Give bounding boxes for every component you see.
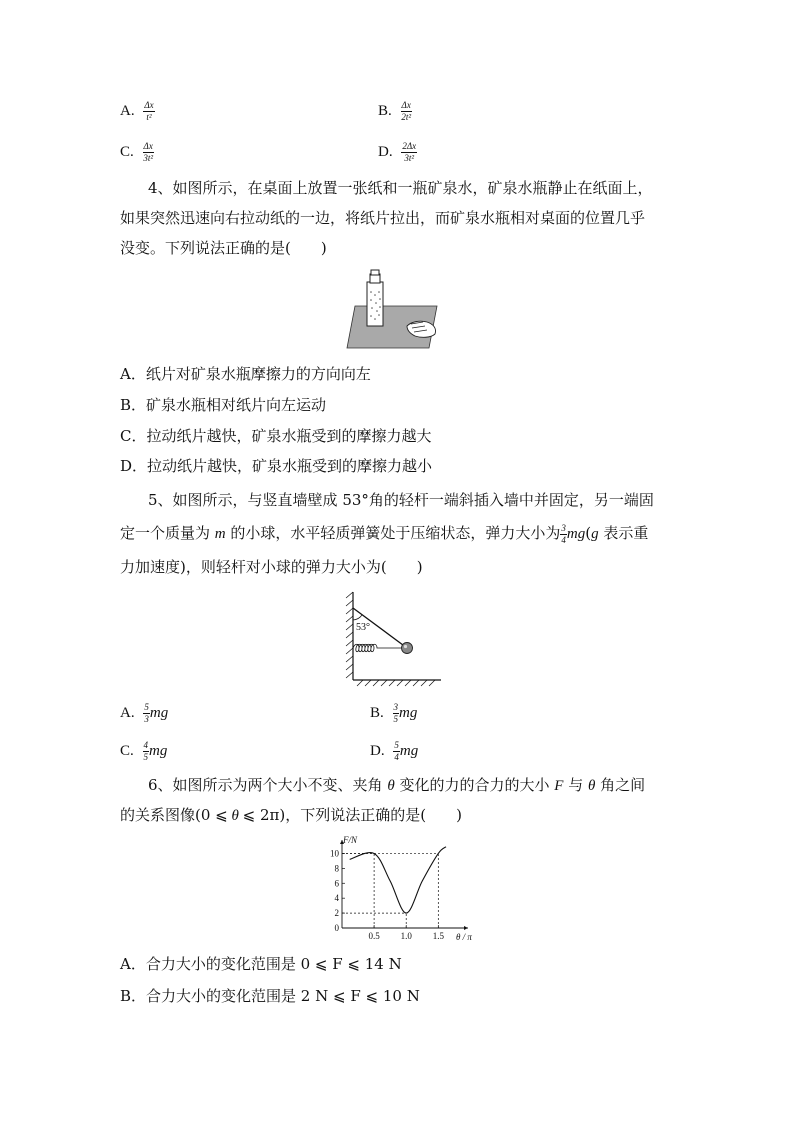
x-tick-label: 0.5 — [368, 931, 380, 941]
y-axis-label: F/N — [343, 836, 358, 845]
fraction: $\frac{3}{5}$ — [393, 701, 399, 724]
x-axis-label: θ / π — [456, 932, 472, 942]
x-axis-arrow — [464, 926, 468, 930]
x-tick-label: 1.0 — [400, 931, 412, 941]
fraction: $\frac{5}{4}$ — [394, 739, 399, 762]
q5-option-b: B. $\frac{3}{5}$ mg — [370, 701, 418, 724]
q5-stem-line1: 5、如图所示，与竖直墙壁成 53°角的轻杆一端斜插入墙中并固定，另一端固 — [148, 491, 654, 509]
fraction: $\frac{\Delta x}{\text{t²}}$ — [144, 99, 154, 122]
option-letter: A. — [120, 103, 135, 119]
q4-option-d: D．拉动纸片越快，矿泉水瓶受到的摩擦力越小 — [120, 457, 433, 475]
q4-option-b: B．矿泉水瓶相对纸片向左运动 — [120, 396, 327, 414]
q4-stem-line2: 如果突然迅速向右拉动纸的一边，将纸片拉出，而矿泉水瓶相对桌面的位置几乎 — [120, 209, 646, 227]
fraction: $\frac{\Delta x}{\text{3t²}}$ — [143, 140, 154, 163]
y-tick-label: 10 — [330, 848, 339, 859]
fraction: $\frac{2\Delta x}{\text{3t²}}$ — [402, 140, 417, 163]
y-tick-label: 8 — [334, 863, 339, 874]
y-tick-label: 4 — [334, 893, 339, 904]
ball — [402, 643, 413, 654]
fraction: $\frac{3}{4}$ — [561, 522, 566, 545]
q6-option-b: B．合力大小的变化范围是 2 N ⩽ F ⩽ 10 N — [120, 987, 420, 1005]
q3-option-d — [378, 141, 417, 163]
x-tick-label: 1.5 — [432, 931, 444, 941]
q5-option-c: C. $\frac{4}{5}$ mg — [120, 739, 168, 762]
q6-force-angle-chart — [322, 836, 477, 944]
option-letter: C. — [120, 144, 134, 160]
q6-option-a: A．合力大小的变化范围是 0 ⩽ F ⩽ 14 N — [120, 955, 402, 973]
y-tick-label: 6 — [334, 878, 339, 889]
q3-option-c — [120, 141, 154, 163]
q5-option-a: A. $\frac{5}{3}$ mg — [120, 701, 169, 724]
angle-label: 53° — [356, 622, 370, 633]
q5-stem-line3: 力加速度)，则轻杆对小球的弹力大小为( ) — [120, 558, 423, 576]
fraction: $\frac{4}{5}$ — [143, 739, 149, 762]
q6-stem-line1: 6、如图所示为两个大小不变、夹角 θ 变化的力的合力的大小 F 与 θ 角之间 — [148, 776, 646, 794]
option-letter: B. — [378, 103, 392, 119]
q4-stem-line1: 4、如图所示，在桌面上放置一张纸和一瓶矿泉水，矿泉水瓶静止在纸面上， — [148, 179, 653, 197]
q4-option-a: A．纸片对矿泉水瓶摩擦力的方向向左 — [120, 365, 371, 383]
q4-stem-line3: 没变。下列说法正确的是( ) — [120, 239, 327, 257]
y-tick-label: 0 — [334, 923, 339, 933]
wall-hatch — [346, 592, 353, 678]
q5-option-d: D. $\frac{5}{4}$ mg — [370, 739, 419, 762]
fraction: $\frac{\Delta x}{\text{2t²}}$ — [401, 99, 412, 122]
floor-hatch — [357, 680, 435, 686]
spring — [353, 644, 401, 652]
option-letter: D. — [378, 144, 393, 160]
q3-option-a — [120, 100, 155, 122]
series-line-F — [350, 847, 446, 913]
q6-stem-line2: 的关系图像(0 ⩽ θ ⩽ 2π)，下列说法正确的是( ) — [120, 806, 462, 824]
q5-rod-spring-figure — [343, 590, 448, 688]
q3-option-b — [378, 100, 412, 122]
angle-arc — [353, 615, 362, 620]
q5-stem-line2: 定一个质量为 m 的小球，水平轻质弹簧处于压缩状态，弹力大小为 $\frac{3}{4}$ mg(g 表示重 — [120, 522, 649, 545]
bottle-cap — [371, 270, 379, 275]
fraction: $\frac{5}{3}$ — [144, 701, 149, 724]
q4-option-c: C．拉动纸片越快，矿泉水瓶受到的摩擦力越大 — [120, 427, 432, 445]
q4-bottle-figure — [345, 268, 445, 352]
y-tick-label: 2 — [334, 908, 339, 919]
